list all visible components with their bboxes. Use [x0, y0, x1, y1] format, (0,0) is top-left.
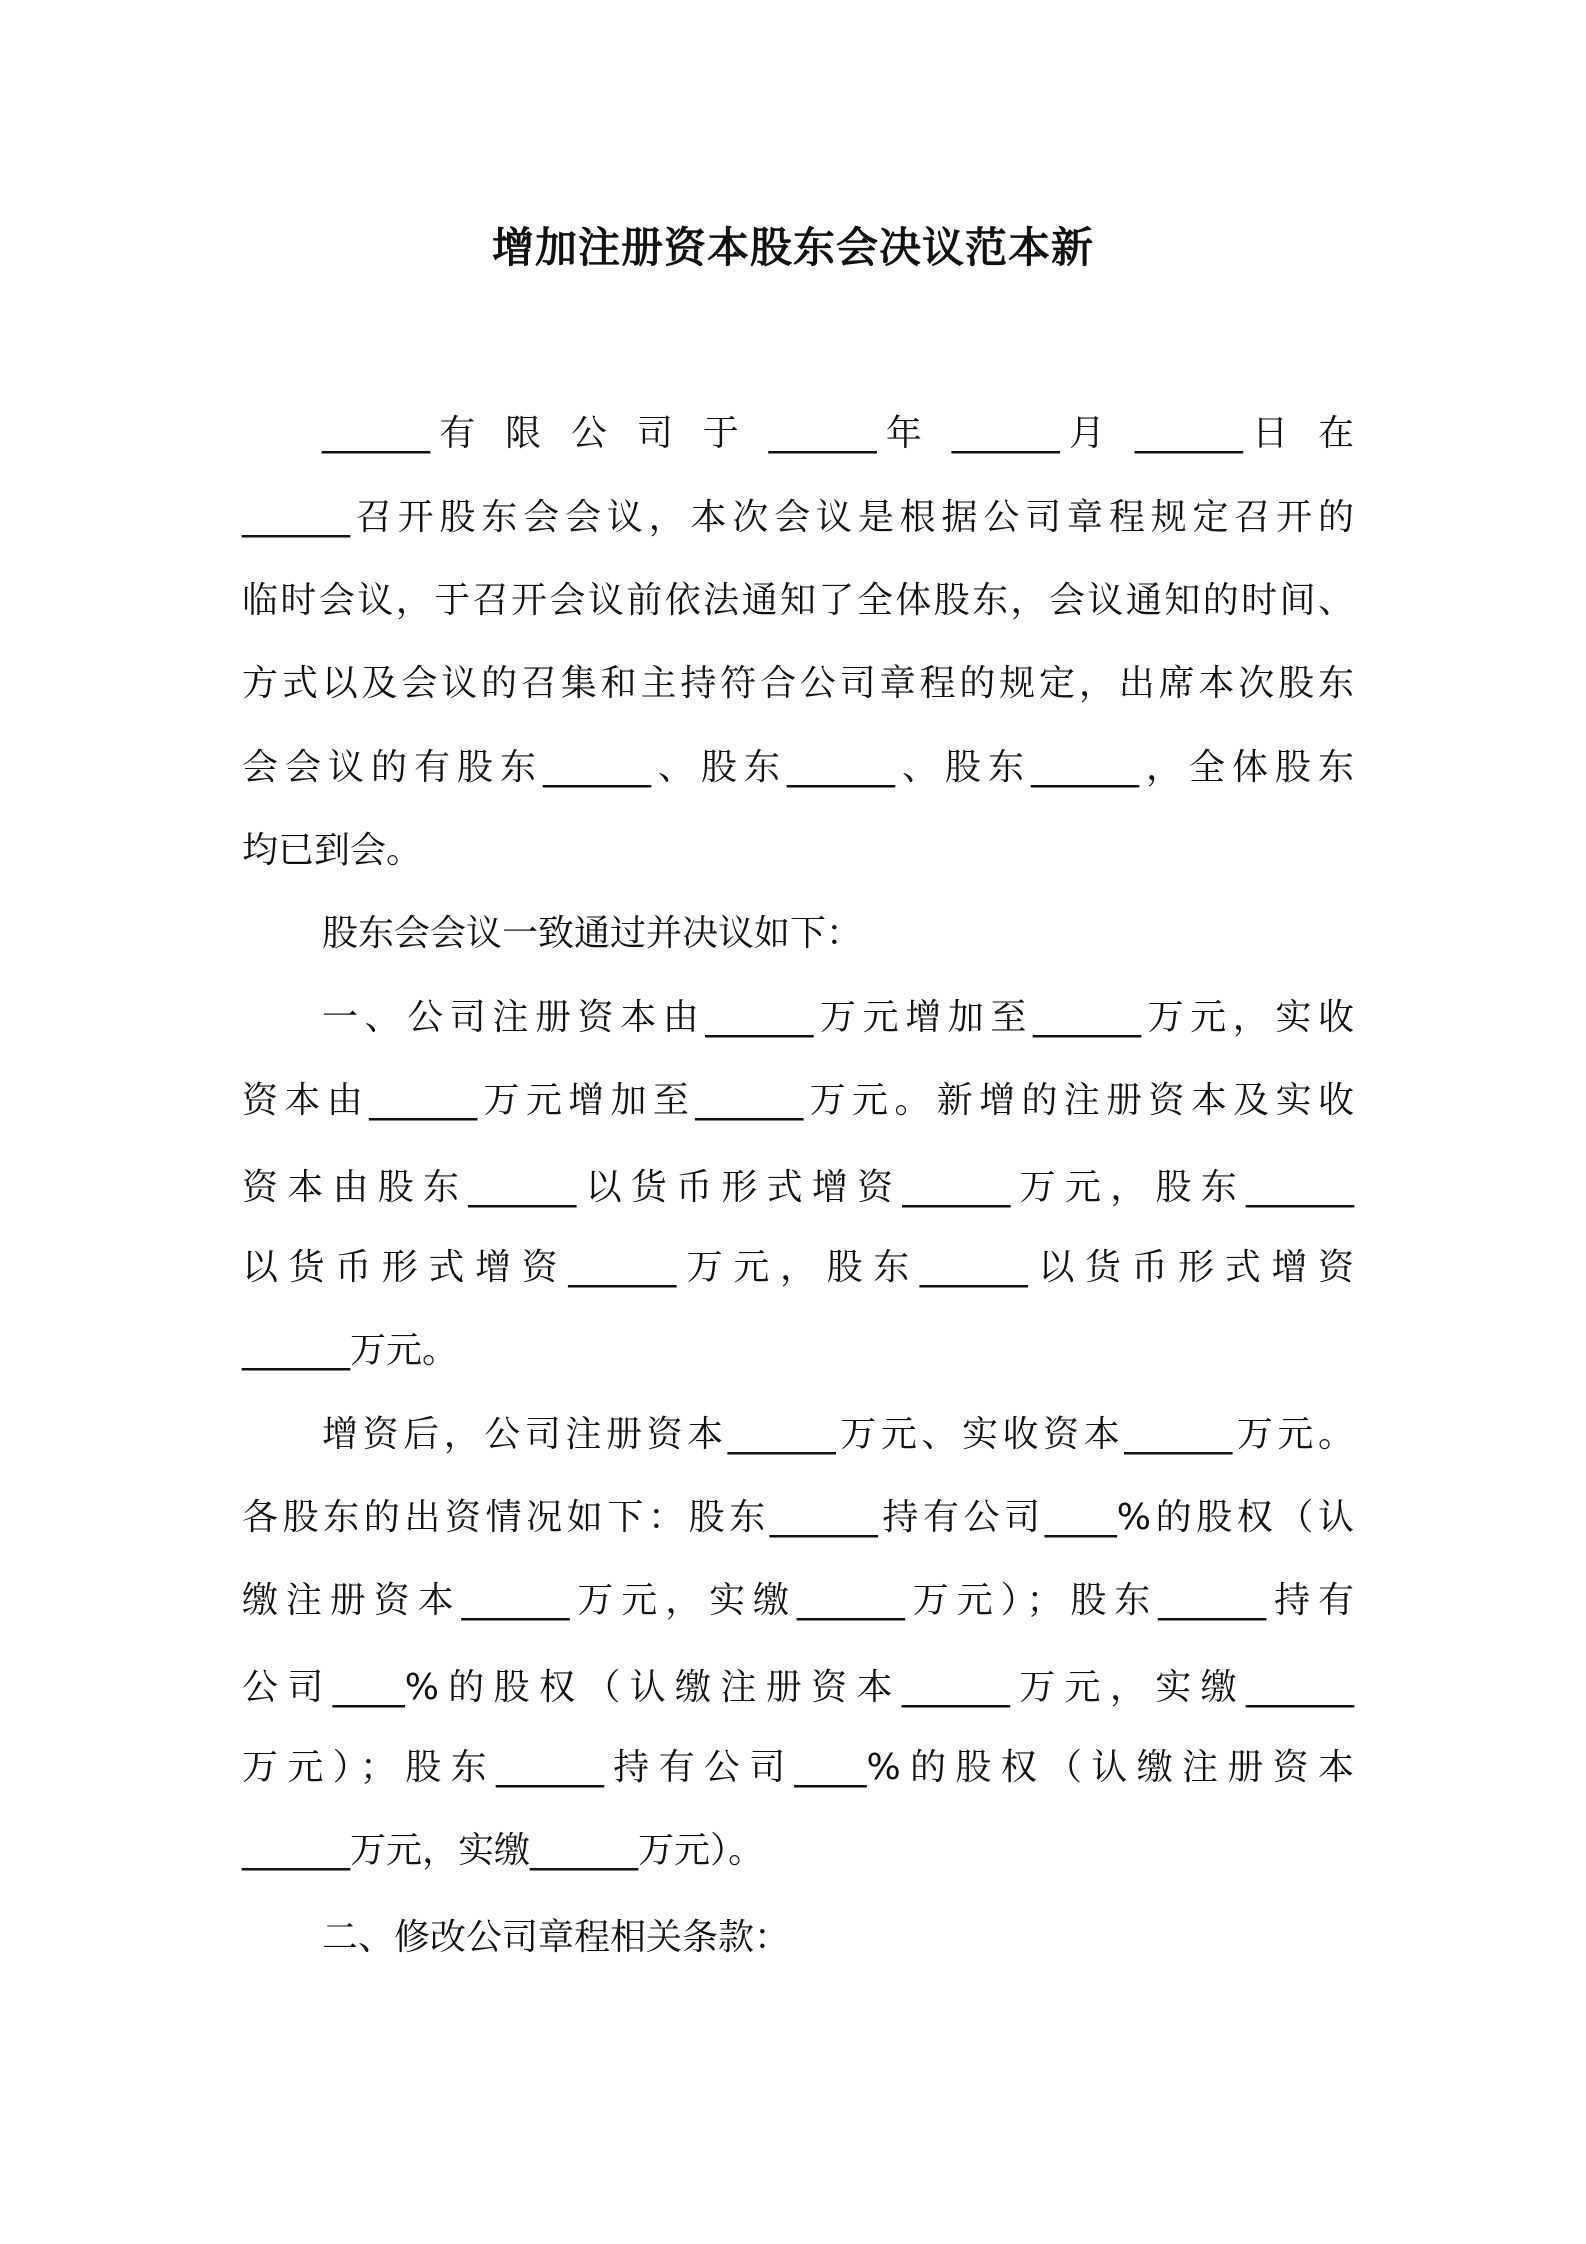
body-line-4: 方式以及会议的召集和主持符合公司章程的规定，出席本次股东 [242, 663, 1354, 704]
body-line-9: 资本由______万元增加至______万元。新增的注册资本及实收 [242, 1080, 1354, 1121]
body-line-16: 公司____%的股权（认缴注册资本______万元，实缴______ [242, 1667, 1354, 1708]
body-line-10: 资本由股东______以货币形式增资______万元，股东______ [242, 1167, 1354, 1208]
section-two-heading: 二、修改公司章程相关条款： [322, 1917, 791, 1958]
body-line-8: 一、公司注册资本由______万元增加至______万元，实收 [322, 997, 1354, 1038]
body-line-5: 会会议的有股东______、股东______、股东______，全体股东 [242, 747, 1354, 788]
body-line-17: 万元）；股东______持有公司____%的股权（认缴注册资本 [242, 1747, 1354, 1788]
resolution-intro: 股东会会议一致通过并决议如下： [322, 913, 863, 954]
body-line-11: 以货币形式增资______万元，股东______以货币形式增资 [242, 1247, 1354, 1288]
body-line-13: 增资后，公司注册资本______万元、实收资本______万元。 [322, 1414, 1354, 1455]
body-line-15: 缴注册资本______万元，实缴______万元）；股东______持有 [242, 1580, 1354, 1621]
body-line-18: ______万元，实缴______万元）。 [242, 1830, 765, 1871]
body-line-14: 各股东的出资情况如下：股东______持有公司____%的股权（认 [242, 1497, 1354, 1538]
body-line-2: ______召开股东会会议，本次会议是根据公司章程规定召开的 [242, 497, 1354, 538]
body-line-12: ______万元。 [242, 1330, 459, 1371]
body-line-6: 均已到会。 [242, 830, 423, 871]
document-title: 增加注册资本股东会决议范本新 [491, 223, 1094, 272]
body-line-3: 临时会议，于召开会议前依法通知了全体股东，会议通知的时间、 [242, 580, 1354, 621]
body-line-1: ______有 限 公 司 于 ______年 ______月 ______日 在 [322, 413, 1355, 454]
